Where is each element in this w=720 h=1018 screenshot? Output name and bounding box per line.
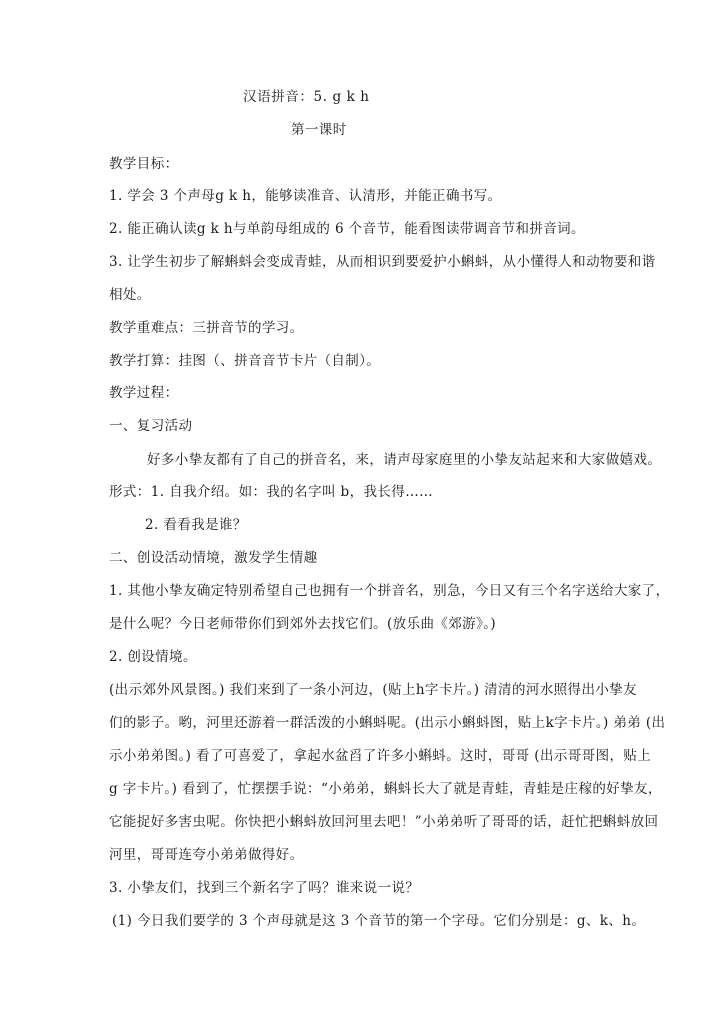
section-2-item-3-sub: (1) 今日我们要学的 3 个声母就是这 3 个音节的第一个字母。它们分别是：g、k、h。 xyxy=(112,913,646,929)
lesson-subtitle: 第一课时 xyxy=(291,122,347,138)
key-points: 教学重难点：三拼音节的学习。 xyxy=(109,320,304,336)
document-title: 汉语拼音：5. g k h xyxy=(243,89,370,105)
process-heading: 教学过程： xyxy=(109,385,179,401)
story-line-1: (出示郊外风景图。) 我们来到了一条小河边，(贴上h字卡片。) 清清的河水照得出小挚友 xyxy=(109,682,638,698)
goal-2: 2. 能正确认读g k h与单韵母组成的 6 个音节，能看图读带调音节和拼音词。 xyxy=(109,221,585,237)
story-line-6: 河里，哥哥连夸小弟弟做得好。 xyxy=(109,847,304,863)
section-1-heading: 一、复习活动 xyxy=(109,418,193,434)
story-line-5: 它能捉好多害虫呢。你快把小蝌蚪放回河里去吧！”小弟弟听了哥哥的话，赶忙把蝌蚪放回 xyxy=(109,814,659,830)
story-line-4: g 字卡片。) 看到了，忙摆摆手说：“小弟弟，蝌蚪长大了就是青蛙，青蛙是庄稼的好挚友， xyxy=(109,781,662,797)
goal-1: 1. 学会 3 个声母g k h，能够读准音、认清形，并能正确书写。 xyxy=(109,188,502,204)
section-2-item-1-line-2: 是什么呢？今日老师带你们到郊外去找它们。(放乐曲《郊游》。) xyxy=(109,616,497,632)
section-1-intro: 好多小挚友都有了自己的拼音名，来，请声母家庭里的小挚友站起来和大家做嬉戏。 xyxy=(147,452,662,468)
section-2-heading: 二、创设活动情境，激发学生情趣 xyxy=(109,550,318,566)
goal-3-line-1: 3. 让学生初步了解蝌蚪会变成青蛙，从而相识到要爱护小蝌蚪，从小懂得人和动物要和谐 xyxy=(109,254,656,270)
section-2-item-1-line-1: 1. 其他小挚友确定特别希望自己也拥有一个拼音名，别急，今日又有三个名字送给大家了， xyxy=(109,583,670,599)
story-line-3: 示小弟弟图。) 看了可喜爱了，拿起水盆舀了许多小蝌蚪。这时，哥哥 (出示哥哥图，贴上 xyxy=(109,748,652,764)
goals-heading: 教学目标： xyxy=(109,156,179,172)
section-2-item-2: 2. 创设情境。 xyxy=(109,649,197,665)
goal-3-line-2: 相处。 xyxy=(109,287,151,303)
form-line-2: 2. 看看我是谁？ xyxy=(145,517,247,533)
preparation: 教学打算：挂图（、拼音音节卡片（自制）。 xyxy=(109,353,381,369)
form-line: 形式：1. 自我介绍。如：我的名字叫 b，我长得…… xyxy=(109,484,434,500)
section-2-item-3: 3. 小挚友们，找到三个新名字了吗？谁来说一说？ xyxy=(109,880,420,896)
story-line-2: 们的影子。哟，河里还游着一群活泼的小蝌蚪呢。(出示小蝌蚪图，贴上k字卡片。) 弟弟 (出 xyxy=(109,715,666,731)
